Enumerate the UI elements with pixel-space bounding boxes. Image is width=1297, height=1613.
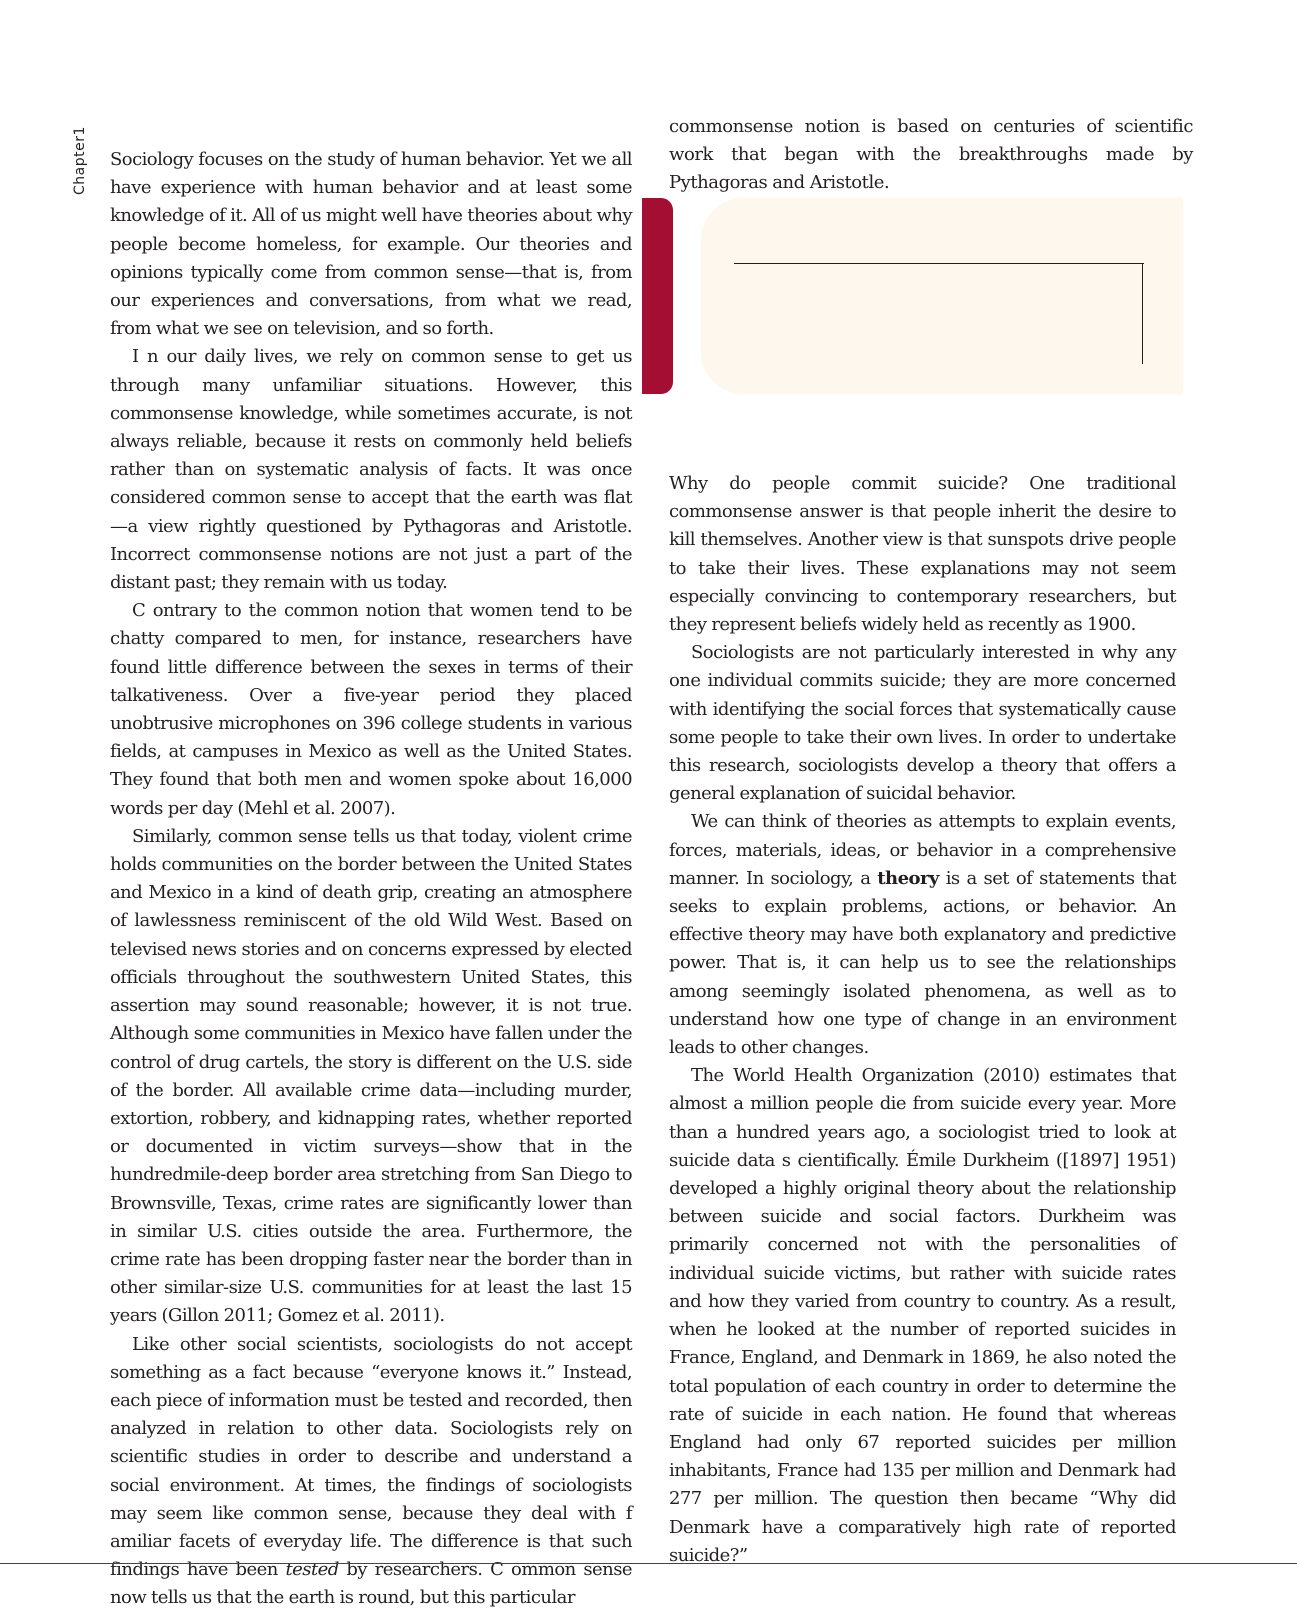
box-rule-horizontal — [734, 263, 1144, 264]
paragraph-sociologists-interest: Sociologists are not particularly interested in why any one individual commits suicide; they are more concerned with identifying the social forces that systematically cause some people to take their own lives. In order to undertake this research, sociologists develop a theory that offers a general explanation of suicidal behavior. — [669, 642, 1176, 805]
key-term-theory: theory — [877, 867, 939, 889]
paragraph-why-suicide: Why do people commit suicide? One traditional commonsense answer is that people inherit the desire to kill themselves. Another view is that sunspots drive people to take their lives. These explanations may not seem especially convincing to contemporary researchers, but they represent beliefs widely held as recently as 1900. — [669, 473, 1176, 636]
left-column — [110, 146, 632, 1613]
paragraph-theory-definition: We can think of theories as attempts to explain events, forces, materials, ideas, or behavior in a comprehensive manner. In sociology, a theory is a set of statements that seeks to explain problems, actions, or behavior. An effective theory may have both explanatory and predictive power. That is, it can help us to see the relationships among seemingly isolated phenomena, as well as to understand how one type of change in an environment leads to other changes. — [669, 811, 1176, 1059]
paragraph-border-crime: Similarly, common sense tells us that today, violent crime holds communities on the border between the United States and Mexico in a kind of death grip, creating an atmosphere of lawlessness reminiscent of the old Wild West. Based on televised news stories and on concerns expressed by elected officials throughout the southwestern United States, this assertion may sound reasonable; however, it is not true. Although some communities in Mexico have fallen under the control of drug cartels, the story is different on the U.S. side of the border. All available crime data—including murder, extortion, robbery, and kidnapping rates, whether reported or documented in victim surveys—show that in the hundredmile-deep border area stretching from San Diego to Brownsville, Texas, crime rates are significantly lower than in similar U.S. cities outside the area. Furthermore, the crime rate has been dropping faster near the border than in other similar-size U.S. communities for at least the last 15 years (Gillon 2011; Gomez et al. 2011). — [110, 825, 632, 1327]
paragraph-continuation: commonsense notion is based on centuries of scientific work that began with the breakthroughs made by Pythagoras and Aristotle. — [669, 116, 1193, 194]
right-column — [669, 470, 1176, 1570]
figure-box — [701, 198, 1183, 394]
right-column-continuation — [669, 113, 1193, 198]
chapter-label: Chapter1 — [72, 126, 88, 195]
paragraph-talkativeness: C ontrary to the common notion that women tend to be chatty compared to men, for instance, researchers have found little difference between the sexes in terms of their talkativeness. Over a five-year period they placed unobtrusive microphones on 396 college students in various fields, at campuses in Mexico as well as the United States. They found that both men and women spoke about 16,000 words per day (Mehl et al. 2007). — [110, 600, 632, 819]
paragraph-social-scientists: Like other social scientists, sociologists do not accept something as a fact because “everyone knows it.” Instead, each piece of information must be tested and recorded, then analyzed in relation to other data. Sociologists rely on scientific studies in order to describe and understand a social environment. At times, the findings of sociologists may seem like common sense, because they deal with f amiliar facets of everyday life. The difference is that such findings have been tested by researchers. C ommon sense now tells us that the earth is round, but this particular — [110, 1333, 632, 1609]
paragraph-intro: Sociology focuses on the study of human behavior. Yet we all have experience with human behavior and at least some knowledge of it. All of us might well have theories about why people become homeless, for example. Our theories and opinions typically come from common sense—that is, from our experiences and conversations, from what we read, from what we see on television, and so forth. — [110, 149, 632, 340]
accent-tab — [642, 198, 673, 394]
bottom-rule — [0, 1563, 1297, 1564]
emphasis-tested: tested — [285, 1559, 339, 1581]
paragraph-durkheim: The World Health Organization (2010) estimates that almost a million people die from suicide every year. More than a hundred years ago, a sociologist tried to look at suicide data s cientifically. Émile Durkheim ([1897] 1951) developed a highly original theory about the relationship between suicide and social factors. Durkheim was primarily concerned not with the personalities of individual suicide victims, but rather with suicide rates and how they varied from country to country. As a result, when he looked at the number of reported suicides in France, England, and Denmark in 1869, he also noted the total population of each country in order to determine the rate of suicide in each nation. He found that whereas England had only 67 reported suicides per million inhabitants, France had 135 per million and Denmark had 277 per million. The question then became “Why did Denmark have a comparatively high rate of reported suicide?” — [669, 1065, 1176, 1566]
paragraph-common-sense: I n our daily lives, we rely on common sense to get us through many unfamiliar situations. However, this commonsense knowledge, while sometimes accurate, is not always reliable, because it rests on commonly held beliefs rather than on systematic analysis of facts. It was once considered common sense to accept that the earth was flat—a view rightly questioned by Pythagoras and Aristotle. Incorrect commonsense notions are not just a part of the distant past; they remain with us today. — [110, 346, 632, 594]
box-rule-vertical — [1142, 263, 1143, 364]
